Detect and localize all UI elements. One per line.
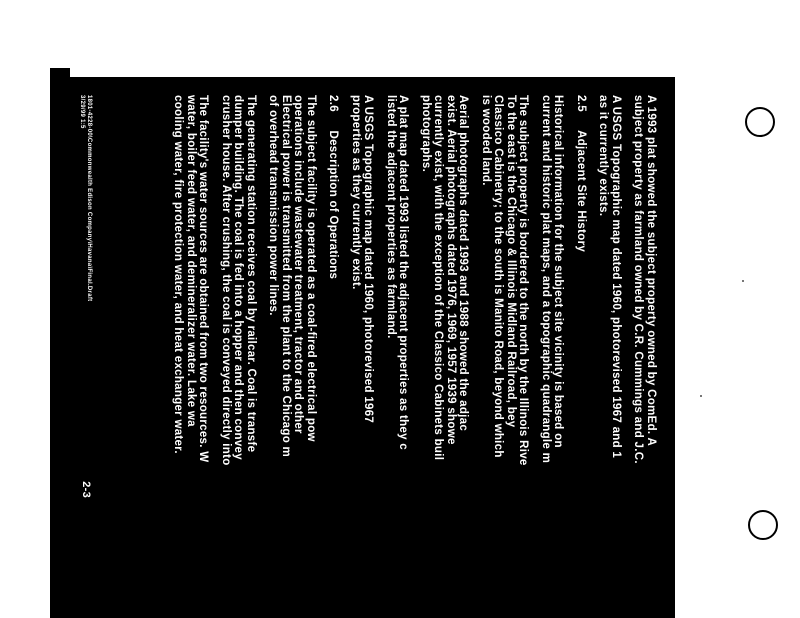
text-line: as it currently exists. [597, 95, 610, 217]
rotated-page-text [68, 77, 675, 618]
text-line: Aerial photographs dated 1993 and 1988 showed the adjac [457, 95, 470, 432]
text-line: photographs. [420, 95, 432, 173]
scanned-page [68, 77, 675, 618]
page-footer [78, 77, 92, 618]
paragraph [480, 95, 530, 618]
text-line: To the east is the Chicago & Illinois Midland Railroad, bey [505, 95, 517, 428]
paragraph [632, 95, 657, 618]
text-line: is wooded land. [480, 95, 492, 186]
text-line: properties as they currently exist. [350, 95, 362, 290]
paragraph [540, 95, 565, 618]
paragraph [172, 95, 210, 618]
scan-speck [742, 280, 744, 282]
scan-speck [700, 395, 702, 397]
punch-hole-top [745, 107, 775, 137]
text-line: current and historic plat maps, and a topographic quadrangle m [540, 95, 552, 464]
section-heading-2-5 [575, 95, 588, 618]
section-heading-2-6 [327, 95, 340, 618]
text-line: currently exist, with the exception of the Classico Cabinets buil [432, 95, 445, 461]
text-line: Historical information for the subject site vicinity is based on [552, 95, 565, 448]
text-line: listed the adjacent properties as farmland. [385, 95, 397, 339]
text-line: cooling water, fire protection water, and heat exchanger water. [172, 95, 185, 454]
block-1 [597, 95, 657, 618]
text-line: The subject property is bordered to the north by the Illinois Rive [517, 95, 530, 466]
section-title: Description of Operations [327, 130, 340, 280]
block-3 [172, 95, 317, 618]
paragraph [597, 95, 622, 618]
paragraph [220, 95, 258, 618]
text-line: Electrical power is transmitted from the plant to the Chicago m [280, 95, 292, 458]
text-line: exist. Aerial photographs dated 1976, 1969, 1957 1939 showe [445, 95, 457, 445]
section-title: Adjacent Site History [575, 130, 587, 253]
block-2 [350, 95, 565, 618]
punch-hole-bottom [748, 510, 778, 540]
section-number: 2.6 [327, 95, 340, 112]
section-number: 2.5 [575, 95, 587, 112]
text-line: water, boiler feed water, and demineralizer water. Lake wa [185, 95, 197, 427]
text-line: A 1993 plat showed the subject property owned by ComEd. A [645, 95, 657, 447]
footer-date: 3/29/99 1:5 [79, 95, 85, 129]
text-line: dumper building. The coal is fed into a hopper and then convey [232, 95, 245, 460]
page-number: 2-3 [80, 481, 92, 498]
text-line: crusher house. After crushing, the coal is conveyed directly into [220, 95, 232, 466]
text-line: A plat map dated 1993 listed the adjacent properties as they c [397, 95, 410, 450]
text-line: of overhead transmission power lines. [267, 95, 280, 316]
text-line: The subject facility is operated as a coal-fired electrical pow [305, 95, 317, 442]
text-line: subject property as farmland owned by C.R. Cummings and J.C. [632, 95, 645, 464]
paragraph [267, 95, 317, 618]
text-line: Classico Cabinetry; to the south is Manito Road, beyond which [492, 95, 505, 458]
footer-path: 1801-4228-00\Commonwealth Edison Company\Havana\Final.Draft [86, 95, 92, 302]
scanner-edge-bar [50, 68, 68, 618]
text-line: A USGS Topographic map dated 1960, photorevised 1967 and 1 [610, 95, 622, 459]
text-line: The facility's water sources are obtained from two resources. W [197, 95, 210, 463]
paragraph [350, 95, 375, 618]
text-line: A USGS Topographic map dated 1960, photorevised 1967 [362, 95, 375, 424]
paragraph [420, 95, 470, 618]
text-line: The generating station receives coal by railcar. Coal is transfe [245, 95, 257, 453]
paragraph [385, 95, 410, 618]
text-line: operations include wastewater treatment, tractor and other [292, 95, 305, 434]
